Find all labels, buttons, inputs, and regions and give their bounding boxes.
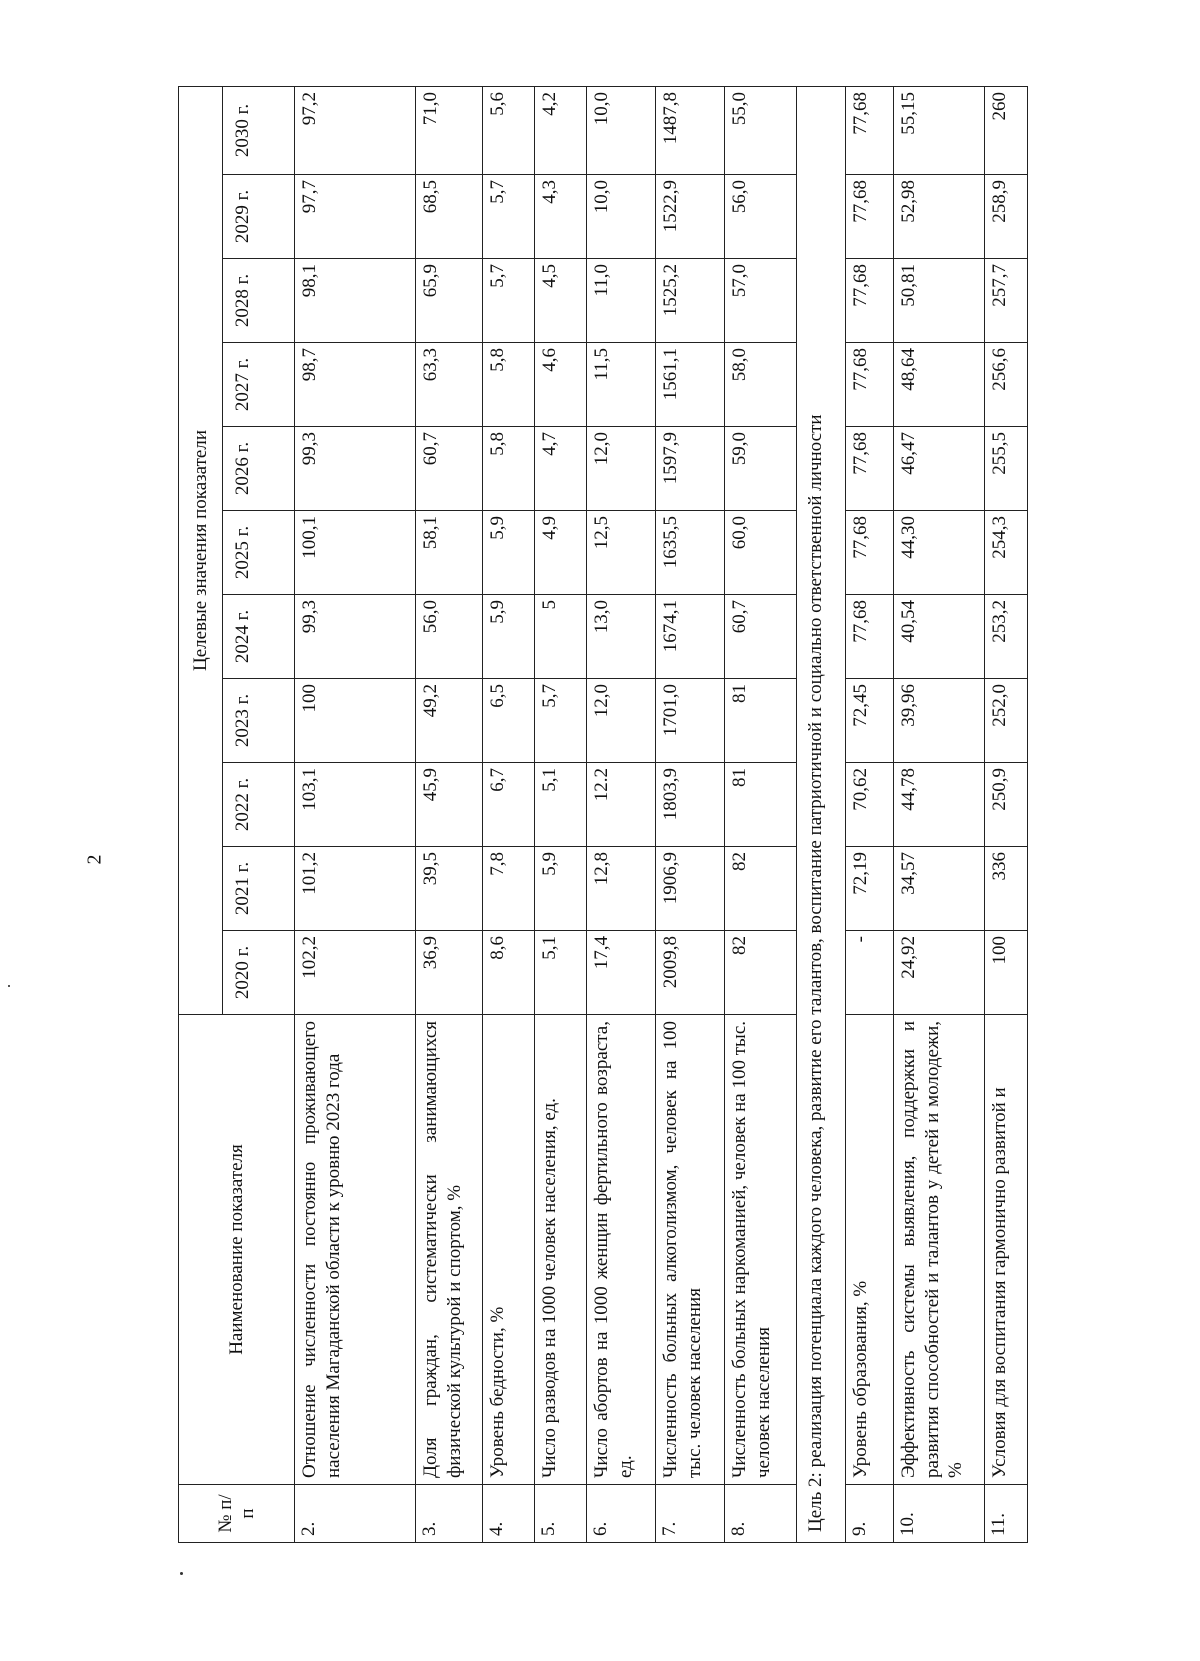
header-targets: Целевые значения показатели bbox=[179, 87, 223, 1015]
indicator-value: 63,3 bbox=[416, 343, 483, 427]
indicator-name: Численность больных алкоголизмом, человек на 100 тыс. человек населения bbox=[656, 1015, 725, 1485]
indicator-value: 77,68 bbox=[846, 595, 894, 679]
indicator-value: 250,9 bbox=[984, 763, 1027, 847]
row-number: 3. bbox=[416, 1485, 483, 1543]
indicator-value: 77,68 bbox=[846, 259, 894, 343]
table-row bbox=[295, 87, 416, 1543]
header-year: 2020 г. bbox=[223, 931, 295, 1015]
table-row bbox=[725, 87, 796, 1543]
indicator-value: 5,8 bbox=[483, 427, 535, 511]
indicator-value: 77,68 bbox=[846, 343, 894, 427]
row-number: 6. bbox=[586, 1485, 655, 1543]
indicator-value: 48,64 bbox=[893, 343, 984, 427]
indicator-value: 60,7 bbox=[725, 595, 796, 679]
indicator-value: 70,62 bbox=[846, 763, 894, 847]
indicator-value: 56,0 bbox=[725, 175, 796, 259]
indicator-value: 5,9 bbox=[483, 595, 535, 679]
indicator-value: 258,9 bbox=[984, 175, 1027, 259]
indicator-value: 100 bbox=[984, 931, 1027, 1015]
indicator-value: 39,5 bbox=[416, 847, 483, 931]
indicator-value: 1635,5 bbox=[656, 511, 725, 595]
table-row bbox=[893, 87, 984, 1543]
indicator-value: 5,7 bbox=[483, 175, 535, 259]
indicator-value: 11,0 bbox=[586, 259, 655, 343]
indicator-value: 58,0 bbox=[725, 343, 796, 427]
indicator-value: 36,9 bbox=[416, 931, 483, 1015]
indicator-value: 71,0 bbox=[416, 87, 483, 175]
indicator-value: 82 bbox=[725, 931, 796, 1015]
indicator-value: 5,6 bbox=[483, 87, 535, 175]
indicator-value: 257,7 bbox=[984, 259, 1027, 343]
indicator-value: 40,54 bbox=[893, 595, 984, 679]
indicator-value: 1803,9 bbox=[656, 763, 725, 847]
indicator-value: 11,5 bbox=[586, 343, 655, 427]
indicator-value: 256,6 bbox=[984, 343, 1027, 427]
header-year: 2023 г. bbox=[223, 679, 295, 763]
indicator-value: 100 bbox=[295, 679, 416, 763]
indicator-value: 10,0 bbox=[586, 175, 655, 259]
indicator-value: 82 bbox=[725, 847, 796, 931]
indicator-value: 77,68 bbox=[846, 427, 894, 511]
indicator-value: 1487,8 bbox=[656, 87, 725, 175]
goal-row bbox=[796, 87, 846, 1543]
indicator-value: 1525,2 bbox=[656, 259, 725, 343]
header-year: 2025 г. bbox=[223, 511, 295, 595]
indicator-value: 12.2 bbox=[586, 763, 655, 847]
indicator-value: 56,0 bbox=[416, 595, 483, 679]
indicator-value: 34,57 bbox=[893, 847, 984, 931]
indicator-value: 12,0 bbox=[586, 679, 655, 763]
indicator-name: Число разводов на 1000 человек населения, ед. bbox=[534, 1015, 586, 1485]
indicator-value: 98,7 bbox=[295, 343, 416, 427]
indicator-value: 17,4 bbox=[586, 931, 655, 1015]
indicator-value: 58,1 bbox=[416, 511, 483, 595]
goal-2-heading: Цель 2: реализация потенциала каждого человека, развитие его талантов, воспитание патриотичной и социально ответственной личности bbox=[796, 87, 846, 1543]
indicator-value: 1522,9 bbox=[656, 175, 725, 259]
indicator-value: 103,1 bbox=[295, 763, 416, 847]
table-row bbox=[416, 87, 483, 1543]
indicator-value: 12,5 bbox=[586, 511, 655, 595]
indicator-value: 4,9 bbox=[534, 511, 586, 595]
header-year: 2024 г. bbox=[223, 595, 295, 679]
indicator-value: 55,15 bbox=[893, 87, 984, 175]
row-number: 9. bbox=[846, 1485, 894, 1543]
rotated-table-wrapper bbox=[178, 93, 1028, 1543]
table-row bbox=[534, 87, 586, 1543]
indicator-value: 8,6 bbox=[483, 931, 535, 1015]
row-number: 7. bbox=[656, 1485, 725, 1543]
indicator-value: 1561,1 bbox=[656, 343, 725, 427]
indicator-value: 68,5 bbox=[416, 175, 483, 259]
header-year: 2021 г. bbox=[223, 847, 295, 931]
indicator-value: 97,2 bbox=[295, 87, 416, 175]
indicator-value: 4,7 bbox=[534, 427, 586, 511]
indicator-name: Эффективность системы выявления, поддержки и развития способностей и талантов у детей и молодежи, % bbox=[893, 1015, 984, 1485]
indicator-value: 12,8 bbox=[586, 847, 655, 931]
indicator-name: Уровень образования, % bbox=[846, 1015, 894, 1485]
indicator-value: 81 bbox=[725, 679, 796, 763]
indicator-value: 102,2 bbox=[295, 931, 416, 1015]
indicator-value: 72,45 bbox=[846, 679, 894, 763]
header-year: 2026 г. bbox=[223, 427, 295, 511]
indicator-value: 13,0 bbox=[586, 595, 655, 679]
row-number: 8. bbox=[725, 1485, 796, 1543]
indicator-value: 99,3 bbox=[295, 427, 416, 511]
row-number: 2. bbox=[295, 1485, 416, 1543]
indicator-value: 81 bbox=[725, 763, 796, 847]
scan-mark bbox=[8, 985, 10, 987]
indicator-value: 5,9 bbox=[534, 847, 586, 931]
indicator-value: 5,1 bbox=[534, 763, 586, 847]
indicator-value: 77,68 bbox=[846, 511, 894, 595]
indicator-name: Уровень бедности, % bbox=[483, 1015, 535, 1485]
indicator-value: 2009,8 bbox=[656, 931, 725, 1015]
indicator-value: 5,1 bbox=[534, 931, 586, 1015]
indicator-value: 72,19 bbox=[846, 847, 894, 931]
indicator-value: 6,5 bbox=[483, 679, 535, 763]
table-row bbox=[656, 87, 725, 1543]
indicator-value: 255,5 bbox=[984, 427, 1027, 511]
indicator-value: 1906,9 bbox=[656, 847, 725, 931]
scan-mark bbox=[180, 1572, 183, 1575]
header-number: № п/п bbox=[179, 1485, 295, 1543]
indicator-value: 49,2 bbox=[416, 679, 483, 763]
indicator-value: 50,81 bbox=[893, 259, 984, 343]
indicator-value: 4,2 bbox=[534, 87, 586, 175]
indicator-value: 5,7 bbox=[483, 259, 535, 343]
row-number: 11. bbox=[984, 1485, 1027, 1543]
indicator-value: 59,0 bbox=[725, 427, 796, 511]
indicator-value: 55,0 bbox=[725, 87, 796, 175]
indicator-value: 4,5 bbox=[534, 259, 586, 343]
indicator-value: 12,0 bbox=[586, 427, 655, 511]
indicator-name: Число абортов на 1000 женщин фертильного возраста, ед. bbox=[586, 1015, 655, 1485]
indicators-table bbox=[178, 86, 1028, 1543]
table-row bbox=[586, 87, 655, 1543]
indicator-value: 77,68 bbox=[846, 87, 894, 175]
indicator-value: 252,0 bbox=[984, 679, 1027, 763]
indicator-value: 101,2 bbox=[295, 847, 416, 931]
indicator-value: 254,3 bbox=[984, 511, 1027, 595]
indicator-value: 65,9 bbox=[416, 259, 483, 343]
header-year: 2028 г. bbox=[223, 259, 295, 343]
indicator-value: 1674,1 bbox=[656, 595, 725, 679]
indicator-value: 1701,0 bbox=[656, 679, 725, 763]
indicator-value: - bbox=[846, 931, 894, 1015]
header-name: Наименование показателя bbox=[179, 1015, 295, 1485]
row-number: 5. bbox=[534, 1485, 586, 1543]
indicator-value: 7,8 bbox=[483, 847, 535, 931]
indicator-value: 1597,9 bbox=[656, 427, 725, 511]
page-number: 2 bbox=[83, 854, 106, 865]
indicator-value: 98,1 bbox=[295, 259, 416, 343]
header-year: 2029 г. bbox=[223, 175, 295, 259]
indicator-value: 5 bbox=[534, 595, 586, 679]
indicator-value: 10,0 bbox=[586, 87, 655, 175]
indicator-name: Численность больных наркоманией, человек на 100 тыс. человек населения bbox=[725, 1015, 796, 1485]
indicator-value: 39,96 bbox=[893, 679, 984, 763]
indicator-value: 99,3 bbox=[295, 595, 416, 679]
indicator-value: 52,98 bbox=[893, 175, 984, 259]
indicator-value: 100,1 bbox=[295, 511, 416, 595]
table-row bbox=[984, 87, 1027, 1543]
indicator-value: 260 bbox=[984, 87, 1027, 175]
indicator-value: 253,2 bbox=[984, 595, 1027, 679]
indicator-value: 5,9 bbox=[483, 511, 535, 595]
indicator-value: 97,7 bbox=[295, 175, 416, 259]
indicator-value: 336 bbox=[984, 847, 1027, 931]
table-row bbox=[483, 87, 535, 1543]
indicator-value: 60,7 bbox=[416, 427, 483, 511]
indicator-value: 57,0 bbox=[725, 259, 796, 343]
indicator-value: 4,3 bbox=[534, 175, 586, 259]
indicator-name: Доля граждан, систематически занимающихся физической культурой и спортом, % bbox=[416, 1015, 483, 1485]
row-number: 10. bbox=[893, 1485, 984, 1543]
indicator-name: Условия для воспитания гармонично развитой и bbox=[984, 1015, 1027, 1485]
header-year: 2030 г. bbox=[223, 87, 295, 175]
indicator-value: 44,78 bbox=[893, 763, 984, 847]
indicator-value: 77,68 bbox=[846, 175, 894, 259]
indicator-value: 5,7 bbox=[534, 679, 586, 763]
indicator-value: 46,47 bbox=[893, 427, 984, 511]
indicator-value: 5,8 bbox=[483, 343, 535, 427]
table-row bbox=[846, 87, 894, 1543]
header-year: 2022 г. bbox=[223, 763, 295, 847]
indicator-value: 4,6 bbox=[534, 343, 586, 427]
header-year: 2027 г. bbox=[223, 343, 295, 427]
indicator-value: 6,7 bbox=[483, 763, 535, 847]
row-number: 4. bbox=[483, 1485, 535, 1543]
indicator-value: 60,0 bbox=[725, 511, 796, 595]
indicator-value: 45,9 bbox=[416, 763, 483, 847]
indicator-name: Отношение численности постоянно проживающего населения Магаданской области к уровню 2023 года bbox=[295, 1015, 416, 1485]
indicator-value: 24,92 bbox=[893, 931, 984, 1015]
indicator-value: 44,30 bbox=[893, 511, 984, 595]
